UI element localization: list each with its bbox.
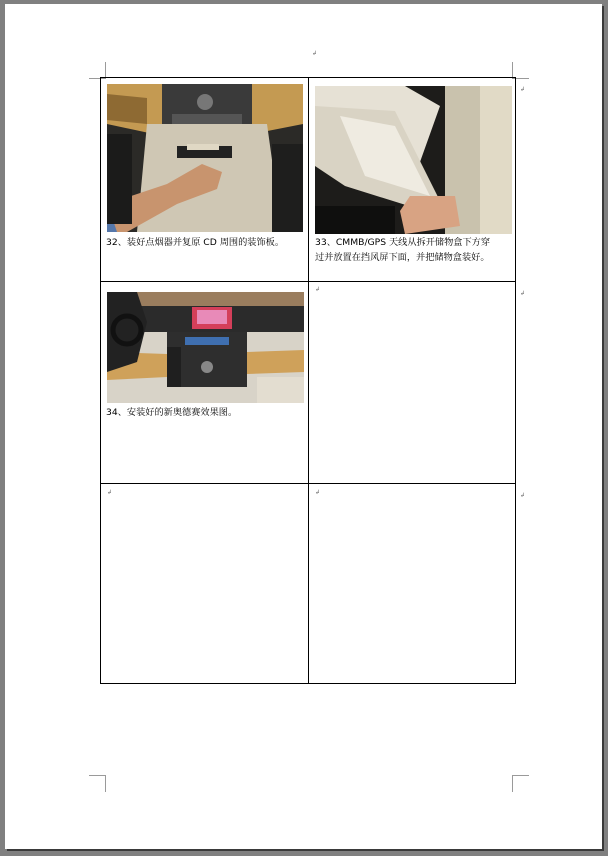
photo-glovebox-antenna <box>315 86 512 234</box>
table-cell-34 <box>101 282 308 483</box>
table-cell-empty <box>101 484 308 684</box>
paragraph-mark: ↲ <box>315 489 321 496</box>
table-cell-empty <box>309 282 517 483</box>
paragraph-mark: ↲ <box>520 86 526 93</box>
paragraph-mark: ↲ <box>520 290 526 297</box>
caption-line: 32、装好点烟器并复原 CD 周围的装饰板。 <box>106 237 285 248</box>
crop-mark-bottom-left <box>89 775 106 792</box>
paragraph-mark: ↲ <box>312 50 318 57</box>
caption-line: 34、安装好的新奥德赛效果图。 <box>106 407 238 418</box>
caption-line: 过并放置在挡风屏下面，并把储物盒装好。 <box>315 252 490 263</box>
photo-cigarette-lighter-panel <box>107 84 303 232</box>
table-cell-32 <box>101 78 308 281</box>
crop-mark-bottom-right <box>512 775 529 792</box>
paragraph-mark: ↲ <box>107 489 113 496</box>
caption-line: 33、CMMB/GPS 天线从拆开储物盒下方穿 <box>315 237 491 248</box>
document-page <box>5 4 602 849</box>
table-cell-empty <box>309 484 517 684</box>
photo-table <box>100 77 516 684</box>
table-cell-33 <box>309 78 517 281</box>
paragraph-mark: ↲ <box>315 286 321 293</box>
photo-finished-dashboard <box>107 292 304 403</box>
paragraph-mark: ↲ <box>520 492 526 499</box>
